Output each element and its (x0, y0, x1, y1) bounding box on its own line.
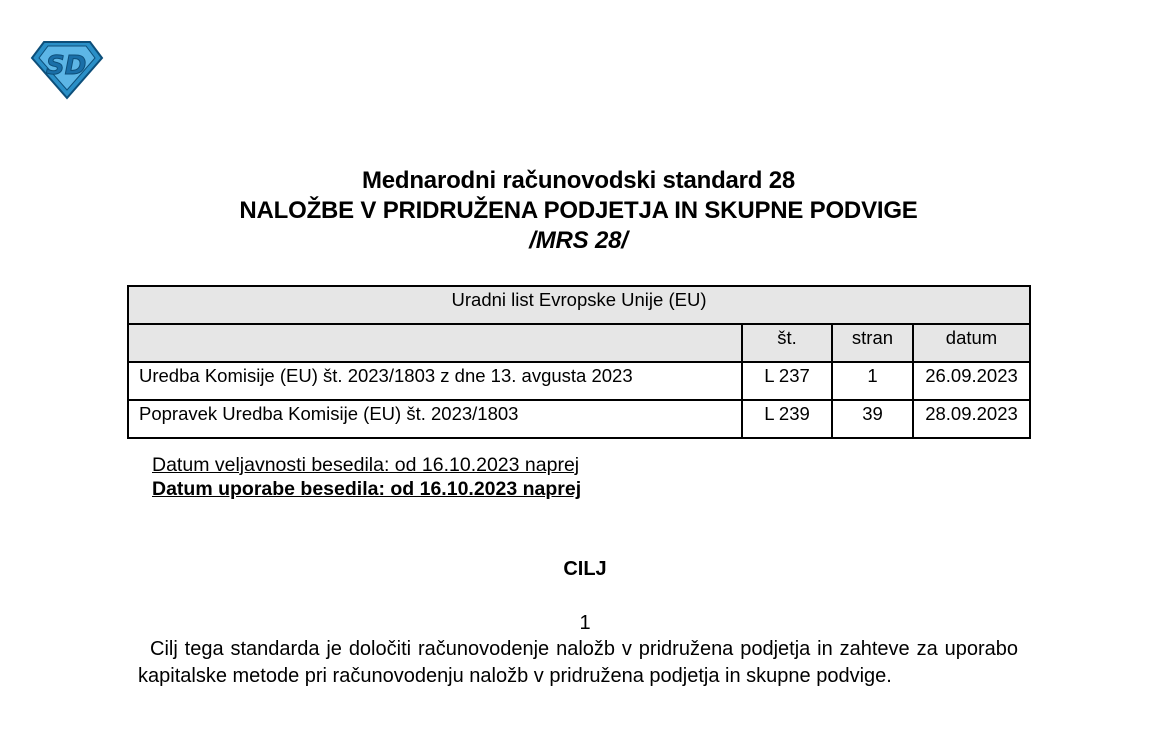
column-header-st: št. (742, 324, 832, 362)
row-datum: 26.09.2023 (913, 362, 1030, 400)
row-stran: 1 (832, 362, 913, 400)
application-date: Datum uporabe besedila: od 16.10.2023 naprej (152, 478, 582, 500)
paragraph-text: Cilj tega standarda je določiti računovodenje naložb v pridružena podjetja in zahteve za uporabo kapitalske metode pri računovodenju naložb v pridružena podjetja in skupne podvige. (138, 638, 1018, 687)
column-header-datum: datum (913, 324, 1030, 362)
table-caption: Uradni list Evropske Unije (EU) (128, 286, 1030, 324)
diamond-shield-icon (30, 40, 104, 100)
row-st: L 239 (742, 400, 832, 438)
document-title: Mednarodni računovodski standard 28 (361, 167, 796, 194)
column-header-description (128, 324, 742, 362)
svg-text:SD: SD (46, 51, 87, 81)
table-header-row (128, 324, 1030, 362)
company-logo (30, 40, 104, 100)
section-heading: CILJ (563, 558, 607, 580)
row-description: Popravek Uredba Komisije (EU) št. 2023/1803 (128, 400, 742, 438)
validity-date: Datum veljavnosti besedila: od 16.10.2023 naprej (152, 454, 580, 476)
document-code: /MRS 28/ (529, 227, 628, 254)
table-caption-row (128, 286, 1030, 324)
row-stran: 39 (832, 400, 913, 438)
row-description: Uredba Komisije (EU) št. 2023/1803 z dne 13. avgusta 2023 (128, 362, 742, 400)
paragraph-number: 1 (579, 612, 591, 634)
table-row (128, 400, 1030, 438)
document-subtitle: NALOŽBE V PRIDRUŽENA PODJETJA IN SKUPNE PODVIGE (239, 197, 918, 224)
column-header-stran: stran (832, 324, 913, 362)
row-st: L 237 (742, 362, 832, 400)
official-journal-table (127, 285, 1031, 439)
table-row (128, 362, 1030, 400)
row-datum: 28.09.2023 (913, 400, 1030, 438)
